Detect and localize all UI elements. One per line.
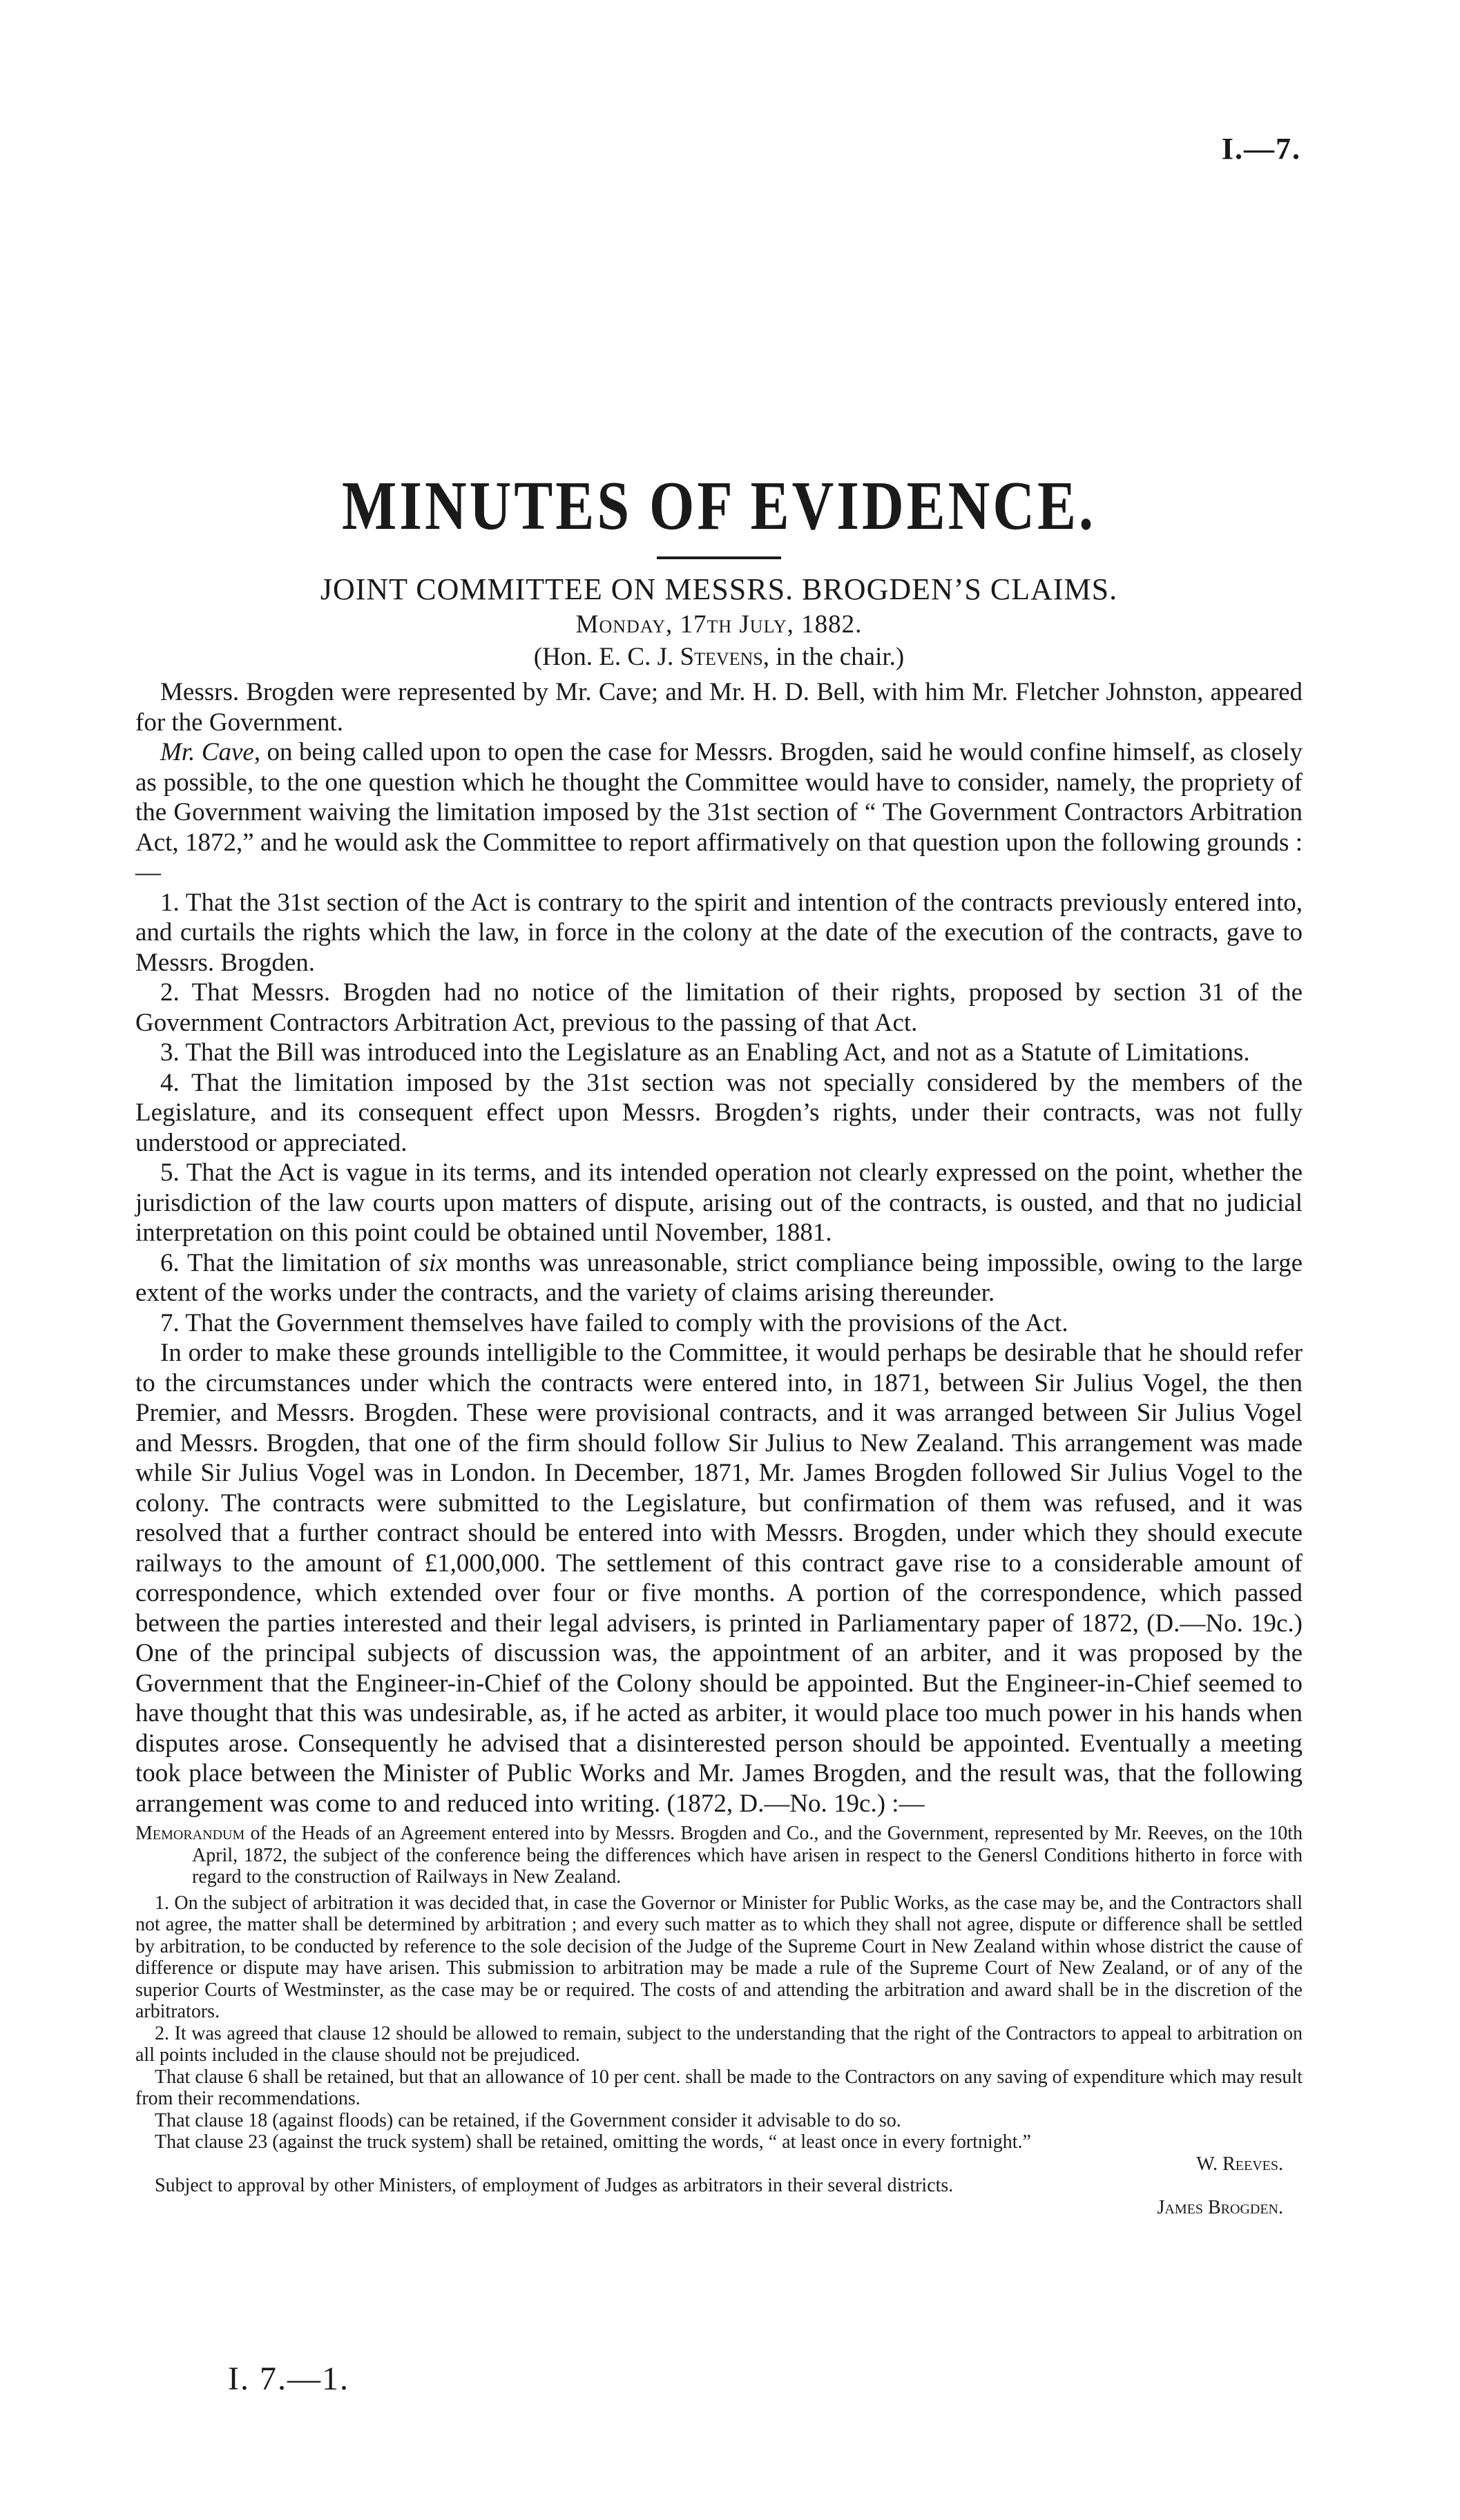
chair-close: , in the chair.) [762,643,905,671]
footer-reference: I. 7.—1. [228,2361,349,2397]
memo-clause-2: 2. It was agreed that clause 12 should be allowed to remain, subject to the understanding that the right of the Contractors to appeal to arbitration on all points included in the clause should not be prejudiced. [135,2022,1303,2066]
title-divider [657,556,781,559]
ground-3: 3. That the Bill was introduced into the Legislature as an Enabling Act, and not as a Statute of Limitations. [160,1038,1250,1067]
ground-1: 1. That the 31st section of the Act is contrary to the spirit and intention of the contracts previously entered into, and curtails the rights which the law, in force in the colony at the date of the execution of the contracts, gave to Messrs. Brogden. [135,888,1303,977]
memorandum-heading [135,1823,1303,1888]
speaker-name: Mr. Cave [160,738,254,766]
ground-4: 4. That the limitation imposed by the 31st section was not specially considered by the members of the Legislature, and its consequent effect upon Messrs. Brogden’s rights, under their contracts, was not fully understood or appreciated. [135,1068,1303,1157]
ground-6-end: months was unreasonable, strict compliance being impossible, owing to the large extent of the works under the contracts, and the variety of claims arising thereunder. [135,1248,1303,1307]
committee-heading: JOINT COMMITTEE ON MESSRS. BROGDEN’S CLAIMS. [320,572,1118,606]
ground-5: 5. That the Act is vague in its terms, and its intended operation not clearly expressed on the point, whether the jurisdiction of the law courts upon matters of dispute, arising out of the contracts, is ousted, and that no judicial interpretation on this point could be obtained until November, 1881. [135,1159,1303,1247]
ground-6-start: 6. That the limitation of [160,1248,419,1277]
signature-brogden: James Brogden. [1157,2196,1283,2218]
paragraph-circumstances: In order to make these grounds intelligible to the Committee, it would perhaps be desirable that he should refer to the circumstances under which the contracts were entered into, in 1871, between Sir Julius Vogel, the then Premier, and Messrs. Brogden. These were provisional contracts, and it was arranged between Sir Julius Vogel and Messrs. Brogden, that one of the firm should follow Sir Julius to New Zealand. This arrangement was made while Sir Julius Vogel was in London. In December, 1871, Mr. James Brogden followed Sir Julius Vogel to the colony. The contracts were submitted to the Legislature, but confirmation of them was refused, and it was resolved that a further contract should be entered into with Messrs. Brogden, under which they should execute railways to the amount of £1,000,000. The settlement of this contract gave rise to a considerable amount of correspondence, which extended over four or five months. A portion of the correspondence, which passed between the parties interested and their legal advisers, is printed in Parliamentary paper of 1872, (D.—No. 19c.) One of the principal subjects of discussion was, the appointment of an arbiter, and it was proposed by the Government that the Engineer-in-Chief of the Colony should be appointed. But the Engineer-in-Chief seemed to have thought that this was undesirable, as, if he acted as arbiter, it would place too much power in his hands when disputes arose. Consequently he advised that a disinterested person should be appointed. Eventually a meeting took place between the Minister of Public Works and Mr. James Brogden, and the result was, that the following arrangement was come to and reduced into writing. (1872, D.—No. 19c.) :— [135,1339,1303,1818]
ground-2: 2. That Messrs. Brogden had no notice of the limitation of their rights, proposed by section 31 of the Government Contractors Arbitration Act, previous to the passing of that Act. [135,978,1303,1037]
memorandum-label: Memorandum [135,1823,245,1844]
memo-approval-note: Subject to approval by other Ministers, of employment of Judges as arbitrators in their several districts. [155,2175,954,2196]
memo-clause-6: That clause 6 shall be retained, but that an allowance of 10 per cent. shall be made to the Contractors on any saving of expenditure which may result from their recommendations. [135,2066,1303,2109]
chair-line [135,642,1303,672]
chair-open: (Hon. E. C. J. [533,643,680,671]
memo-clause-18: That clause 18 (against floods) can be retained, if the Government consider it advisable to do so. [155,2109,901,2131]
page-title: MINUTES OF EVIDENCE. [341,467,1097,545]
ground-6 [135,1248,1303,1308]
memorandum-heading-text: of the Heads of an Agreement entered into by Messrs. Brogden and Co., and the Government, represented by Mr. Reeves, on the 10th April, 1872, the subject of the conference being the differences which have arisen in respect to the Genersl Conditions hitherto in force with regard to the construction of Railways in New Zealand. [192,1823,1303,1888]
paragraph-representation: Messrs. Brogden were represented by Mr. Cave; and Mr. H. D. Bell, with him Mr. Fletcher Johnston, appeared for the Government. [135,678,1303,737]
page-reference: I.—7. [1221,132,1301,166]
session-date: Monday, 17th July, 1882. [575,610,863,639]
opening-text: , on being called upon to open the case for Messrs. Brogden, said he would confine himself, as closely as possible, to the one question which he thought the Committee would have to consider, namely, the propriety of the Government waiving the limitation imposed by the 31st section of “ The Government Contractors Arbitration Act, 1872,” and he would ask the Committee to report affirmatively on that question upon the following grounds :— [135,738,1303,886]
chair-name: Stevens [680,643,763,671]
ground-7: 7. That the Government themselves have failed to comply with the provisions of the Act. [160,1308,1068,1337]
ground-6-emphasis: six [419,1248,448,1277]
signature-reeves: W. Reeves. [1196,2153,1283,2175]
paragraph-opening [135,737,1303,888]
memo-clause-1: 1. On the subject of arbitration it was decided that, in case the Governor or Minister for Public Works, as the case may be, and the Contractors shall not agree, the matter shall be determined by arbitration ; and every such matter as to which they shall not agree, dispute or difference shall be settled by arbitration, to be conducted by reference to the sole decision of the Judge of the Supreme Court in New Zealand within whose district the cause of difference or dispute may have arisen. This submission to arbitration may be made a rule of the Supreme Court of New Zealand, or of any of the superior Courts of Westminster, as the case may be or required. The costs of and attending the arbitration and award shall be in the discretion of the arbitrators. [135,1892,1303,2022]
document-body [135,467,1303,2218]
memo-clause-23: That clause 23 (against the truck system) shall be retained, omitting the words, “ at least once in every fortnight.” [155,2131,1031,2153]
